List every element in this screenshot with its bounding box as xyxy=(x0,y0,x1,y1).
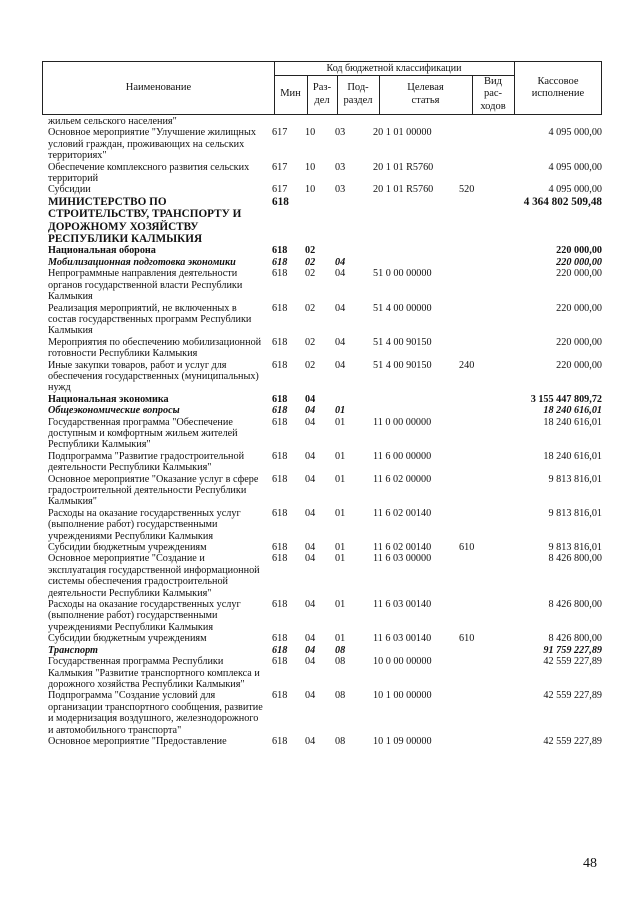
row-razd: 04 xyxy=(305,633,316,645)
page-number: 48 xyxy=(583,856,597,871)
row-amount: 18 240 616,01 xyxy=(543,450,602,462)
row-razd: 04 xyxy=(305,644,316,656)
table-row xyxy=(48,245,604,256)
table-row xyxy=(48,474,604,508)
row-name: Основное мероприятие "Улучшение жилищных условий граждан, проживающих на сельских территориях" xyxy=(48,127,256,162)
table-row xyxy=(48,553,604,599)
row-cs: 51 4 00 90150 xyxy=(373,359,432,371)
table-row xyxy=(48,360,604,394)
table-row xyxy=(48,417,604,451)
row-razd: 04 xyxy=(305,450,316,462)
row-amount: 220 000,00 xyxy=(556,256,602,268)
row-cs: 10 1 00 00000 xyxy=(373,690,432,702)
row-amount: 8 426 800,00 xyxy=(548,633,602,645)
row-amount: 18 240 616,01 xyxy=(543,416,602,428)
row-podrazd: 01 xyxy=(335,553,346,565)
row-min: 618 xyxy=(272,656,288,668)
row-min: 618 xyxy=(272,195,289,208)
row-cs: 11 6 02 00140 xyxy=(373,542,432,554)
row-razd: 04 xyxy=(305,735,316,747)
row-podrazd: 04 xyxy=(335,359,346,371)
row-min: 618 xyxy=(272,359,288,371)
row-amount: 8 426 800,00 xyxy=(548,599,602,611)
table-row xyxy=(48,337,604,360)
row-min: 618 xyxy=(272,450,288,462)
header-podrazd: Под- раздел xyxy=(343,82,373,106)
row-min: 618 xyxy=(272,599,288,611)
row-cs: 51 0 00 00000 xyxy=(373,268,432,280)
row-name: Государственная программа "Обеспечение доступным и комфортным жильем жителей Республики Калмыкия" xyxy=(48,416,238,451)
row-name: Основное мероприятие "Предоставление xyxy=(48,735,227,747)
row-name: Подпрограмма "Развитие градостроительной деятельности Республики Калмыкия" xyxy=(48,450,245,474)
row-name: Общеэкономические вопросы xyxy=(48,405,180,417)
row-podrazd: 08 xyxy=(335,690,346,702)
row-name: Расходы на оказание государственных услуг (выполнение работ) государственными учреждениями Республики Калмыкия xyxy=(48,599,241,633)
row-min: 618 xyxy=(272,302,288,314)
row-podrazd: 04 xyxy=(335,302,346,314)
row-name: Обеспечение комплексного развития сельских территорий xyxy=(48,161,250,185)
row-min: 618 xyxy=(272,553,288,565)
row-name: Субсидии xyxy=(48,184,91,196)
row-name: Непрограммные направления деятельности органов государственной власти Республики Калмыкия xyxy=(48,268,243,303)
row-podrazd: 03 xyxy=(335,127,346,139)
row-razd: 02 xyxy=(305,245,316,257)
table-row xyxy=(48,303,604,337)
row-podrazd: 04 xyxy=(335,268,346,280)
row-razd: 02 xyxy=(305,302,316,314)
row-name: Субсидии бюджетным учреждениям xyxy=(48,633,207,645)
row-cs: 11 6 00 00000 xyxy=(373,450,432,462)
row-amount: 8 426 800,00 xyxy=(548,553,602,565)
row-podrazd: 01 xyxy=(335,633,346,645)
table-row xyxy=(48,405,604,416)
row-vid: 240 xyxy=(459,359,475,371)
row-razd: 04 xyxy=(305,405,316,417)
row-podrazd: 01 xyxy=(335,507,346,519)
row-razd: 04 xyxy=(305,416,316,428)
row-razd: 02 xyxy=(305,359,316,371)
row-amount: 4 095 000,00 xyxy=(548,184,602,196)
table-row xyxy=(48,268,604,302)
row-name: Национальная оборона xyxy=(48,245,156,257)
row-min: 618 xyxy=(272,507,288,519)
row-cs: 11 0 00 00000 xyxy=(373,416,432,428)
row-min: 617 xyxy=(272,161,288,173)
row-min: 618 xyxy=(272,473,288,485)
row-min: 618 xyxy=(272,245,288,257)
row-razd: 02 xyxy=(305,256,316,268)
row-name: Расходы на оказание государственных услуг (выполнение работ) государственными учреждениями Республики Калмыкия xyxy=(48,507,241,542)
row-name: Иные закупки товаров, работ и услуг для обеспечения государственных (муниципальных) нужд xyxy=(48,359,259,394)
row-vid: 610 xyxy=(459,633,475,645)
table-row xyxy=(48,116,604,127)
row-amount: 42 559 227,89 xyxy=(543,735,602,747)
row-cs: 10 1 09 00000 xyxy=(373,735,432,747)
row-name: жильем сельского населения" xyxy=(48,116,177,127)
row-podrazd: 03 xyxy=(335,184,346,196)
row-min: 618 xyxy=(272,405,288,417)
row-podrazd: 08 xyxy=(335,644,346,656)
table-row xyxy=(48,656,604,690)
row-cs: 20 1 01 00000 xyxy=(373,127,432,139)
row-razd: 04 xyxy=(305,473,316,485)
row-min: 618 xyxy=(272,633,288,645)
table-row xyxy=(48,451,604,474)
row-vid: 610 xyxy=(459,542,475,554)
row-podrazd: 04 xyxy=(335,336,346,348)
row-amount: 9 813 816,01 xyxy=(548,507,602,519)
row-amount: 91 759 227,89 xyxy=(543,644,602,656)
row-name: Реализация мероприятий, не включенных в состав государственных программ Республики Калмыкия xyxy=(48,302,252,337)
row-amount: 220 000,00 xyxy=(556,268,602,280)
row-razd: 04 xyxy=(305,542,316,554)
row-razd: 04 xyxy=(305,553,316,565)
row-amount: 3 155 447 809,72 xyxy=(530,393,602,405)
row-name: Субсидии бюджетным учреждениям xyxy=(48,542,207,554)
row-min: 618 xyxy=(272,644,288,656)
row-cs: 11 6 03 00140 xyxy=(373,633,432,645)
row-cs: 11 6 03 00140 xyxy=(373,599,432,611)
table-row xyxy=(48,196,604,246)
row-name: МИНИСТЕРСТВО ПО СТРОИТЕЛЬСТВУ, ТРАНСПОРТУ И ДОРОЖНОМУ ХОЗЯЙСТВУ РЕСПУБЛИКИ КАЛМЫКИЯ xyxy=(48,195,242,246)
row-podrazd: 01 xyxy=(335,405,346,417)
row-min: 618 xyxy=(272,268,288,280)
row-podrazd: 01 xyxy=(335,473,346,485)
table-row xyxy=(48,599,604,633)
row-podrazd: 01 xyxy=(335,542,346,554)
row-cs: 20 1 01 R5760 xyxy=(373,184,434,196)
row-podrazd: 01 xyxy=(335,416,346,428)
row-name: Национальная экономика xyxy=(48,393,169,405)
header-group: Код бюджетной классификации xyxy=(326,63,462,74)
row-name: Транспорт xyxy=(48,644,98,656)
table-row xyxy=(48,127,604,161)
row-cs: 51 4 00 90150 xyxy=(373,336,432,348)
header-vid: Вид рас- ходов xyxy=(480,76,506,112)
table-row xyxy=(48,645,604,656)
row-razd: 04 xyxy=(305,393,316,405)
row-razd: 10 xyxy=(305,127,316,139)
row-name: Государственная программа Республики Калмыкия "Развитие транспортного комплекса и дорожного хозяйства Республики Калмыкия" xyxy=(48,656,260,690)
row-cs: 20 1 01 R5760 xyxy=(373,161,434,173)
table-row xyxy=(48,257,604,268)
row-min: 618 xyxy=(272,735,288,747)
row-razd: 04 xyxy=(305,690,316,702)
row-name: Подпрограмма "Создание условий для организации транспортного сообщения, развитие и модернизация воздушного, железнодорожного и автомобильного транспорта" xyxy=(48,690,263,736)
table-row xyxy=(48,508,604,542)
row-razd: 10 xyxy=(305,184,316,196)
row-cs: 11 6 02 00000 xyxy=(373,473,432,485)
row-podrazd: 03 xyxy=(335,161,346,173)
row-cs: 11 6 02 00140 xyxy=(373,507,432,519)
row-amount: 220 000,00 xyxy=(556,359,602,371)
row-amount: 42 559 227,89 xyxy=(543,690,602,702)
row-amount: 9 813 816,01 xyxy=(548,473,602,485)
row-podrazd: 08 xyxy=(335,656,346,668)
row-cs: 51 4 00 00000 xyxy=(373,302,432,314)
row-amount: 4 095 000,00 xyxy=(548,127,602,139)
row-podrazd: 08 xyxy=(335,735,346,747)
table-header xyxy=(42,61,602,115)
row-min: 618 xyxy=(272,416,288,428)
row-vid: 520 xyxy=(459,184,475,196)
row-amount: 18 240 616,01 xyxy=(543,405,602,417)
row-cs: 11 6 03 00000 xyxy=(373,553,432,565)
table-row xyxy=(48,394,604,405)
row-podrazd: 01 xyxy=(335,450,346,462)
row-amount: 220 000,00 xyxy=(556,245,602,257)
row-amount: 220 000,00 xyxy=(556,302,602,314)
table-row xyxy=(48,736,604,747)
header-min: Мин xyxy=(280,88,301,100)
row-min: 617 xyxy=(272,184,288,196)
row-razd: 04 xyxy=(305,507,316,519)
row-podrazd: 01 xyxy=(335,599,346,611)
row-razd: 02 xyxy=(305,268,316,280)
row-name: Мобилизационная подготовка экономики xyxy=(48,256,236,268)
row-cs: 10 0 00 00000 xyxy=(373,656,432,668)
row-min: 617 xyxy=(272,127,288,139)
row-podrazd: 04 xyxy=(335,256,346,268)
table-row xyxy=(48,542,604,553)
row-min: 618 xyxy=(272,336,288,348)
row-name: Основное мероприятие "Оказание услуг в сфере градостроительной деятельности Республики Калмыкия" xyxy=(48,473,259,508)
table-row xyxy=(48,633,604,644)
header-cs: Целевая статья xyxy=(407,82,444,106)
table-row xyxy=(48,690,604,736)
row-razd: 02 xyxy=(305,336,316,348)
row-name: Основное мероприятие "Создание и эксплуатация государственной информационной системы обеспечения градостроительной деятельности Республики Калмыкия" xyxy=(48,553,260,599)
row-amount: 42 559 227,89 xyxy=(543,656,602,668)
row-razd: 10 xyxy=(305,161,316,173)
row-razd: 04 xyxy=(305,599,316,611)
header-razd: Раз- дел xyxy=(312,82,332,106)
header-amount: Кассовое исполнение xyxy=(531,75,585,99)
row-razd: 04 xyxy=(305,656,316,668)
row-min: 618 xyxy=(272,542,288,554)
row-amount: 4 364 802 509,48 xyxy=(523,195,602,208)
table-row xyxy=(48,184,604,195)
row-name: Мероприятия по обеспечению мобилизационной готовности Республики Калмыкия xyxy=(48,336,262,360)
row-amount: 220 000,00 xyxy=(556,336,602,348)
row-min: 618 xyxy=(272,393,288,405)
row-min: 618 xyxy=(272,256,288,268)
row-amount: 4 095 000,00 xyxy=(548,161,602,173)
table-body xyxy=(48,116,604,747)
row-amount: 9 813 816,01 xyxy=(548,542,602,554)
row-min: 618 xyxy=(272,690,288,702)
table-row xyxy=(48,162,604,185)
header-name: Наименование xyxy=(125,81,192,93)
